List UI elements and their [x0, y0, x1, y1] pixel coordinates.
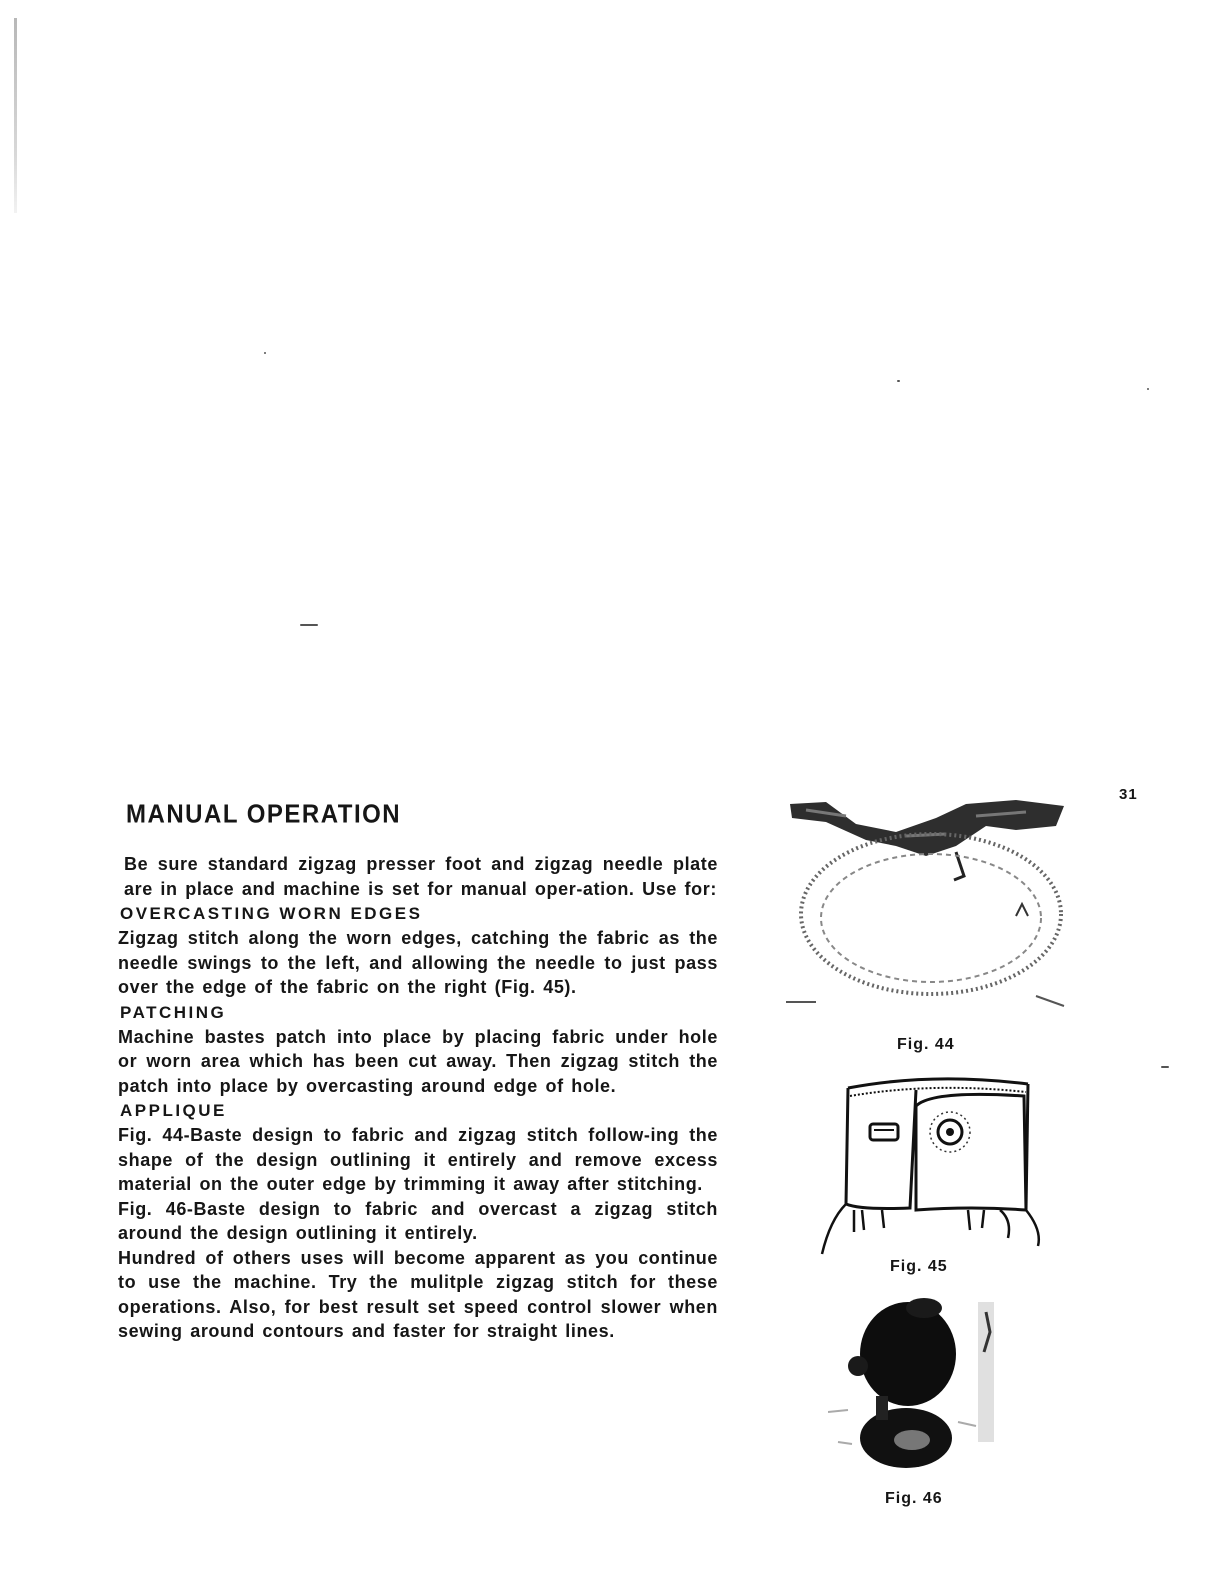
applique-paragraph-fig46: Fig. 46-Baste design to fabric and overcast a zigzag stitch around the design outlining it entirely. [118, 1198, 718, 1243]
section-text-patching: Machine bastes patch into place by placing fabric under hole or worn area which has been cut away. Then zigzag stitch the patch into place by overcasting around edge of hole. [118, 1026, 718, 1096]
section-heading-applique: APPLIQUE [120, 1101, 227, 1120]
figure-45-caption: Fig. 45 [890, 1258, 948, 1275]
section-heading-overcasting: OVERCASTING WORN EDGES [120, 904, 423, 923]
page-title: MANUAL OPERATION [126, 800, 402, 830]
figure-44-illustration [786, 796, 1068, 1016]
figure-46-caption: Fig. 46 [885, 1490, 943, 1507]
section-heading-patching: PATCHING [120, 1002, 227, 1022]
figure-44-caption: Fig. 44 [897, 1036, 955, 1053]
section-text-overcasting: Zigzag stitch along the worn edges, catching the fabric as the needle swings to the left, and allowing the needle to just pass over the edge of the fabric on the right (Fig. 45). [118, 928, 718, 997]
scan-speck [897, 380, 900, 382]
scan-edge-shadow [14, 18, 17, 213]
scan-speck [1161, 1066, 1169, 1068]
figure-45-illustration [812, 1070, 1048, 1256]
dark-applique-illustration [828, 1292, 998, 1472]
patched-garment-illustration [812, 1070, 1048, 1256]
figure-46-illustration [828, 1292, 998, 1472]
applique-paragraph-fig44: Fig. 44-Baste design to fabric and zigzag stitch follow-ing the shape of the design outlining it entirely and remove excess material on the outer edge by trimming it away after stitching. [118, 1125, 718, 1194]
zigzag-applique-illustration [786, 796, 1068, 1016]
page-number: 31 [1119, 786, 1138, 803]
scan-speck [1147, 388, 1149, 390]
scan-speck [264, 352, 266, 354]
text-column [118, 800, 718, 1344]
applique-paragraph-general: Hundred of others uses will become apparent as you continue to use the machine. Try the mulitple zigzag stitch for these operations. Also, for best result set speed control slower when sewing around contours and faster for straight lines. [118, 1247, 718, 1341]
intro-paragraph: Be sure standard zigzag presser foot and zigzag needle plate are in place and machine is set for manual oper-ation. Use for: [124, 854, 718, 899]
scan-speck [300, 624, 318, 626]
